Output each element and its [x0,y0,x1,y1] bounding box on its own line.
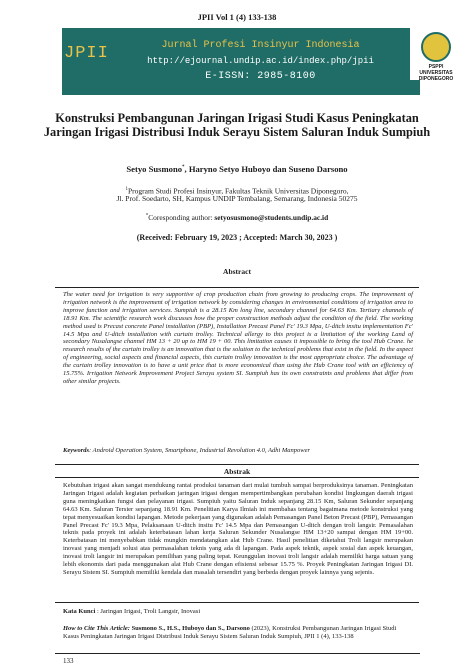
received-dates: (Received: February 19, 2023 ; Accepted: March 30, 2023 ) [136,233,338,242]
abstract-heading: Abstract [223,267,251,276]
abstrak-text: Kebutuhan irigasi akan sangat mendukung rantai produksi tanaman dari mulai tumbuh sampai berproduksinya tanaman. Peningkatan Jaringan Irigasi adalah kegiatan perbaikan jaringan irigasi dengan mempertimbangkan perubahan kondisi lingkungan daerah irigasi guna meningkatkan fungsi dan pelayanan irigasi. Sumpiuh yaitu Saluran Induk sepanjang 28.15 Km, Saluran Sekunder sepanjang 64.63 Km. Saluran Tersier sepanjang 18.91 Km. Penelitian Karya Ilmiah ini membahas tentang bagaimana metode konstruksi yang tepat menyesuaikan kondisi lapangan. Metode pekerjaan yang digunakan adalah Pemasangan Panel Beton Precast (PBP), Pemasangan Panel Precast Fc' 19.3 Mpa, Pelaksanaan U-ditch insitu Fc' 14.5 Mpa dan Pemasangan U-ditch dengan troli langsir. Pemasalahan teknis pada proyek ini adalah keterbatasan lahan kerja Saluran Sekunder Nusalangse HM 13+20 sampai dengan HM 19+00. Keterbatasan ini menyebabkan tidak mungkin mendatangkan alat Hub Crane. Hasil penelitian diketahui Troli langsir merupakan inovasi yang menjadi solusi atas permasalahan teknis yang ada di lapangan. Pada aspek teknik, aspek sosial dan aspek keuangan, inovasi troli langsir ini merupakan pemilihan yang paling tepat. Keunggulan inovasi troli langsir adalah memiliki harga satuan yang lebih ekonomis dari pada menggunakan alat Hub Crane dengan efisiensi sebesar 15.75 %. Proyek Peningkatan Jaringan Irigasi DI. Serayu Sistem SI. Sumpiuh memiliki kendala dan masalah tersendiri yang berbeda dengan proyek lainnya yang sejenis. [63,482,413,576]
corresp-label: Coresponding author: [148,213,215,222]
kata-kunci-text: : Jaringan Irigasi, Troli Langsir, Inovasi [95,608,201,615]
affiliation-mark: 1 [125,187,128,192]
kata-kunci-label: Kata Kunci [63,608,96,615]
university-badge-label [410,64,462,82]
author-1: Setyo Susmono [126,164,183,174]
corresponding-author [40,213,434,222]
university-seal-icon [421,32,451,62]
keywords-text: : Android Operation System, Smartphone, Industrial Revolution 4.0, Adhi Manpower [89,447,311,454]
affiliation-line-2: Jl. Prof. Soedarto, SH, Kampus UNDIP Tembalang, Semarang, Indonesia 50275 [116,194,358,203]
authors-rest: , Haryno Setyo Huboyo dan Suseno Darsono [184,164,348,174]
footer-divider [55,653,420,654]
citation [63,625,413,641]
corresp-email-link[interactable]: setyosusmono@students.undip.ac.id [214,213,329,222]
keywords-label: Keywords [63,447,89,454]
affiliation-text-1: Program Studi Profesi Insinyur, Fakultas Teknik Universitas Diponegoro, [128,186,349,196]
page-number: 133 [63,657,74,665]
author-list [40,164,434,174]
kata-kunci [63,608,413,615]
corresp-mark: * [145,213,149,219]
author-1-mark: * [182,165,185,171]
keywords [63,447,413,454]
badge-label-2: UNIVERSITAS DIPONEGORO [418,70,454,82]
running-head: JPII Vol 1 (4) 133-138 [197,12,277,22]
article-title: Konstruksi Pembangunan Jaringan Irigasi Studi Kasus Peningkatan Jaringan Irigasi Distribusi Induk Serayu Sistem Saluran Induk Sumpiuh [43,111,431,139]
journal-issn: E-ISSN: 2985-8100 [205,71,316,82]
citation-authors: Susmono S., H.S., Huboyo dan S., Darsono [131,625,250,632]
abstrak-heading: Abstrak [223,467,251,476]
badge-label-1: PSPPI [428,64,444,70]
journal-logo: JPII [64,44,109,63]
citation-label: How to Cite This Article: [63,625,132,632]
citation-text: (2023), Konstruksi Pembangunan Jaringan Irigasi Studi Kasus Peningkatan Jaringan Irigasi Distribusi Induk Serayu Sistem Saluran Induk Sumpiuh, JPII 1 (4), 133-138 [63,625,397,640]
abstract-text: The water need for irrigation is very supportive of crop production chain from growing to producing crops. The improvement of irrigation network is the improvement of irrigation network by considering changes in environmental conditions of irrigation area to improve function and irrigation services. Sumpiuh is a 28.15 Km long line, secondary channel for 64.63 Km. Tertiary channels of 18.91 Km. The scientific research work discusses how the proper construction methods adjust the condition of the field. The working method used is Precast concrete Panel installation (PBP), Installation Precast Panel Fc' 19.3 Mpa, U-ditch insitu implementation Fc' 14.5 Mpa and U-ditch installation with curtain trolley. Technical allergy to this project is a limitation of the working Land of secondary Nusalangse channel HM 13 + 20 up to HM 19 + 00. This limitation causes it impossible to bring the tool Hub Crane. he research results of the curtain trolley is an innovation that is the solution to the technical problems that exist in the field. In the aspect of engineering, social aspects and financial aspects, this curtain trolley innovation is the most appropriate choice. The advantage of the curtain trolley innovation is to have a unit price that is more economical than using the Hub Crane tool with an efficiency of 15.75%. Irrigation Network Improvement Project Serayu system SI. Sumpiuh has its own constraints and problems that differ from other similar projects. [63,291,413,385]
journal-name: Jurnal Profesi Insinyur Indonesia [161,40,360,51]
journal-url-link[interactable]: http://ejournal.undip.ac.id/index.php/jpii [147,56,374,66]
